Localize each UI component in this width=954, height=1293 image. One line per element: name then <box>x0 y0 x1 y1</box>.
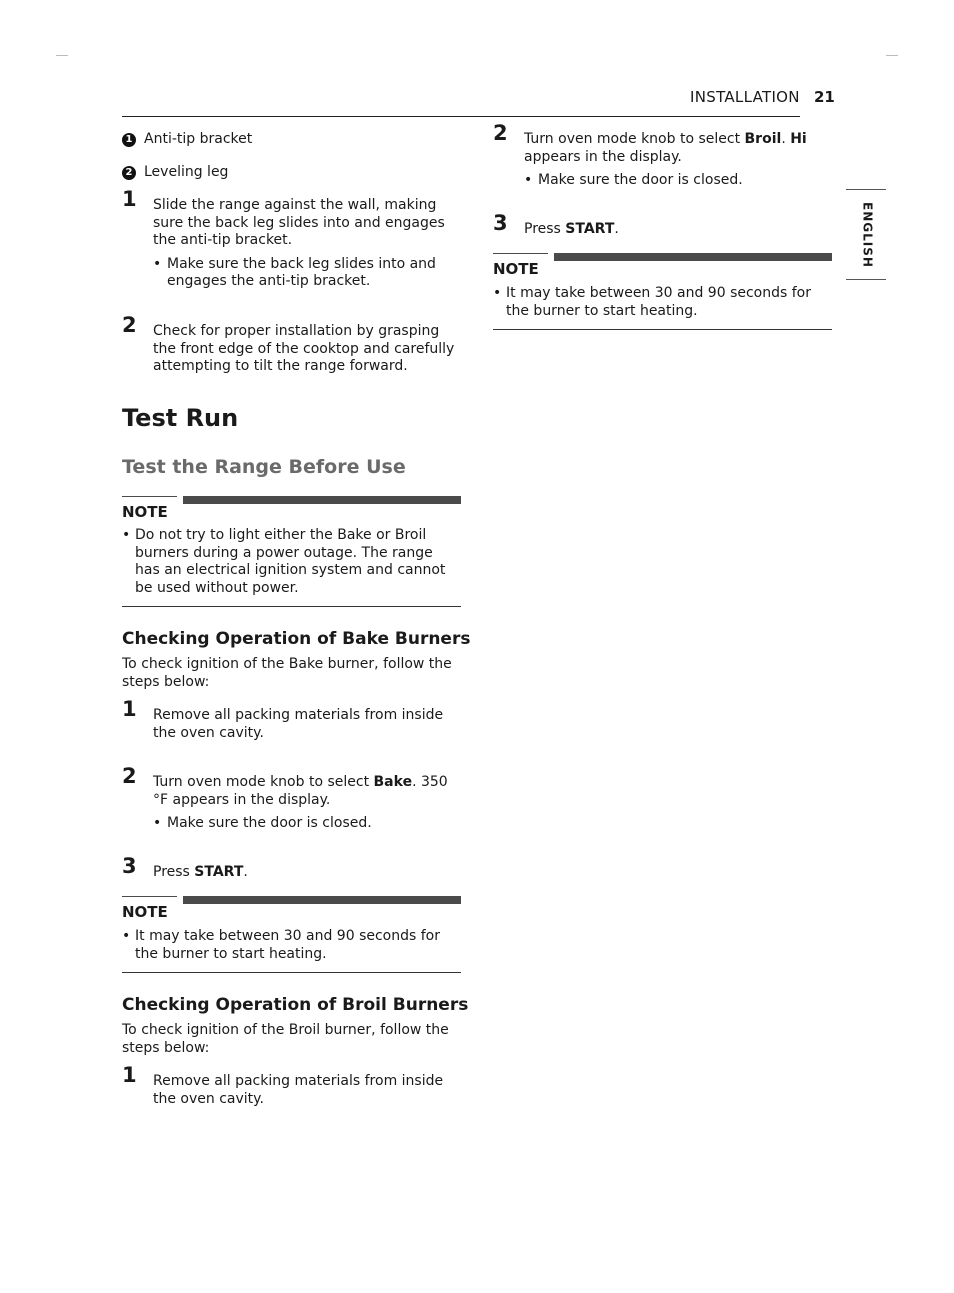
note-bar <box>183 896 461 904</box>
step-text-part: Turn oven mode knob to select <box>524 131 745 147</box>
broil-heading: Checking Operation of Broil Burners <box>122 995 469 1015</box>
step-text-part: appears in the display. <box>524 148 682 165</box>
step-text: Check for proper installation by grasping the front edge of the cooktop and carefully attempting to tilt the range forward. <box>153 323 455 374</box>
section-heading: Test Run <box>122 404 239 432</box>
step-number: 1 <box>122 1063 137 1087</box>
step-number: 1 <box>122 697 137 721</box>
note-box <box>493 253 832 331</box>
step-bullet: • Make sure the door is closed. <box>538 172 833 190</box>
bake-step <box>122 697 462 742</box>
step-text <box>153 774 462 809</box>
note-text: • It may take between 30 and 90 seconds for the burner to start heating. <box>506 285 832 320</box>
step-bullet: • Make sure the back leg slides into and engages the anti-tip bracket. <box>167 256 462 291</box>
step-text-part: Turn oven mode knob to select <box>153 774 374 790</box>
callout-marker: 1 <box>122 133 136 147</box>
step-text <box>524 131 833 166</box>
note-bar <box>554 253 832 261</box>
display-value: Hi <box>790 131 807 147</box>
note-label: NOTE <box>122 903 168 921</box>
section-title: INSTALLATION <box>690 88 800 106</box>
callout-marker: 2 <box>122 166 136 180</box>
step-number: 2 <box>493 121 508 145</box>
mode-name: Bake <box>373 774 413 790</box>
install-step <box>122 313 462 376</box>
step-number: 3 <box>122 854 137 878</box>
step-text <box>153 864 462 882</box>
bake-heading: Checking Operation of Bake Burners <box>122 629 471 649</box>
step-text: Remove all packing materials from inside the oven cavity. <box>153 1073 444 1107</box>
step-number: 2 <box>122 764 137 788</box>
note-bar <box>183 496 461 504</box>
crop-mark <box>56 55 68 56</box>
callout-label: Anti-tip bracket <box>144 131 253 147</box>
language-tab <box>846 189 886 280</box>
language-label: ENGLISH <box>860 202 875 268</box>
note-text: • Do not try to light either the Bake or Broil burners during a power outage. The range has an electrical ignition system and cannot be used without power. <box>135 527 461 597</box>
note-label: NOTE <box>122 503 168 521</box>
button-name: START <box>194 864 244 880</box>
callout-label: Leveling leg <box>144 163 229 180</box>
step-bullet: • Make sure the door is closed. <box>167 815 462 833</box>
step-number: 2 <box>122 313 137 337</box>
bake-step <box>122 764 462 833</box>
step-text-part: . <box>614 221 619 237</box>
mode-name: Broil <box>744 131 782 147</box>
step-text: Slide the range against the wall, making sure the back leg slides into and engages the anti-tip bracket. <box>153 197 445 248</box>
note-label: NOTE <box>493 260 539 278</box>
header-rule <box>122 116 800 117</box>
page-number: 21 <box>814 88 835 106</box>
note-box <box>122 896 461 974</box>
step-number: 3 <box>493 211 508 235</box>
bake-step <box>122 854 462 882</box>
note-bottom-rule <box>122 606 461 607</box>
note-rule <box>493 253 548 254</box>
step-text-part: Press <box>524 221 566 237</box>
note-box <box>122 496 461 608</box>
note-text: • It may take between 30 and 90 seconds for the burner to start heating. <box>135 928 461 963</box>
note-rule <box>122 496 177 497</box>
step-text: Remove all packing materials from inside the oven cavity. <box>153 707 444 741</box>
subsection-heading: Test the Range Before Use <box>122 456 406 478</box>
note-bottom-rule <box>493 329 832 330</box>
button-name: START <box>565 221 615 237</box>
step-text-part: . 350 °F appears in the display. <box>153 774 448 808</box>
broil-intro: To check ignition of the Broil burner, follow the steps below: <box>122 1022 449 1056</box>
broil-step <box>493 211 833 239</box>
install-step <box>122 187 462 291</box>
note-rule <box>122 896 177 897</box>
bake-intro: To check ignition of the Bake burner, follow the steps below: <box>122 656 452 690</box>
step-text-part: . <box>243 864 248 880</box>
crop-mark <box>886 55 898 56</box>
broil-step <box>493 121 833 190</box>
callout-item <box>122 164 462 182</box>
step-text-part: . <box>781 131 791 147</box>
callout-list <box>122 131 462 181</box>
step-text-part: Press <box>153 864 195 880</box>
broil-step <box>122 1063 462 1108</box>
step-text <box>524 221 833 239</box>
callout-item <box>122 131 462 149</box>
step-number: 1 <box>122 187 137 211</box>
note-bottom-rule <box>122 972 461 973</box>
